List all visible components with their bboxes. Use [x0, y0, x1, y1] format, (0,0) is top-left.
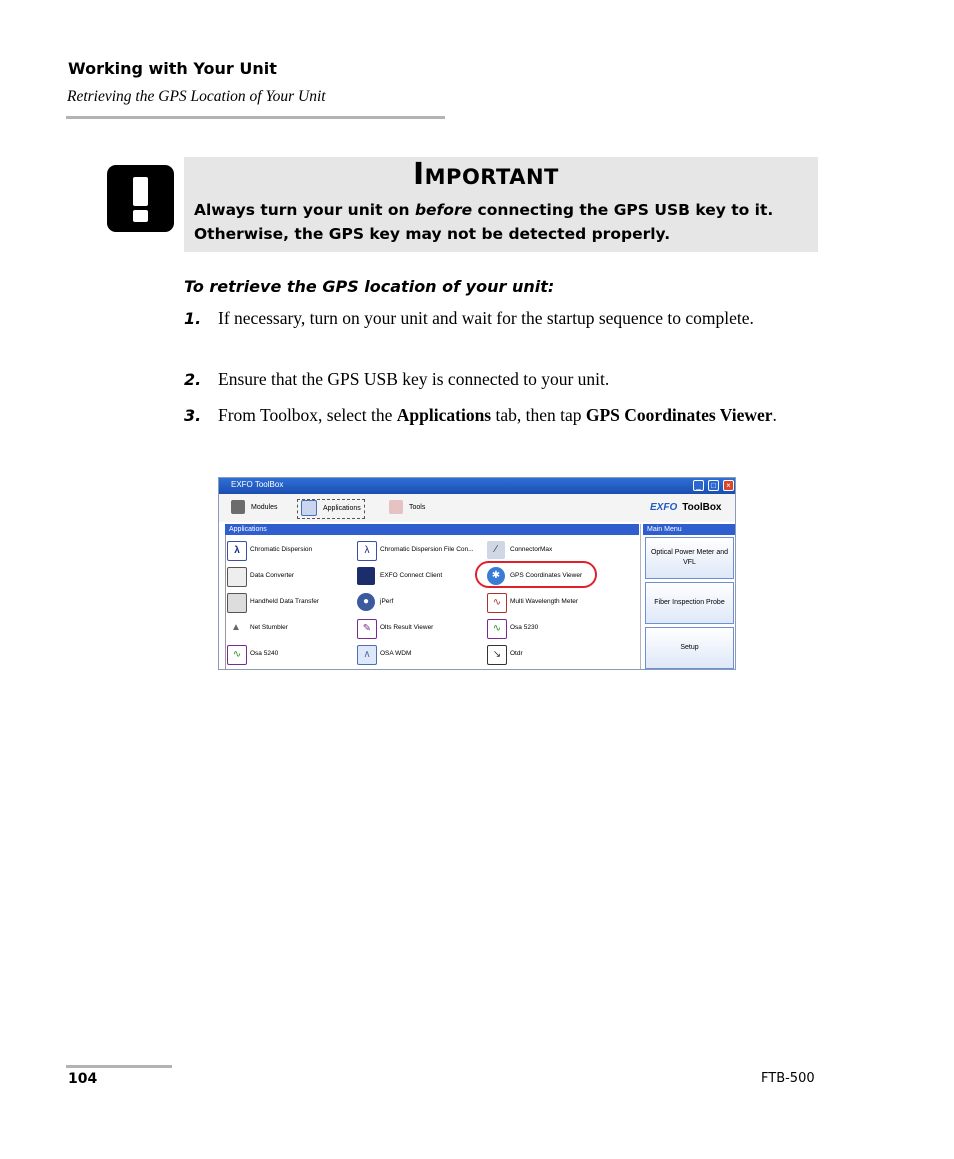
connect-client-icon	[357, 567, 375, 585]
header-rule	[66, 116, 445, 119]
connector-icon: ∕	[487, 541, 505, 559]
step-text: From Toolbox, select the Applications tab, then tap GPS Coordinates Viewer.	[218, 405, 777, 425]
osa-icon: ∿	[487, 619, 507, 639]
tools-icon	[389, 500, 403, 514]
lambda-icon: λ	[227, 541, 247, 561]
important-text: Always turn your unit on before connecting the GPS USB key to it. Otherwise, the GPS key may not be detected properly.	[194, 201, 774, 243]
menu-button-setup[interactable]: Setup	[645, 627, 734, 669]
menu-button-fiber-inspection-probe[interactable]: Fiber Inspection Probe	[645, 582, 734, 624]
applications-header: Applications	[225, 524, 639, 535]
step-number: 1.	[184, 309, 202, 328]
menu-button-optical-power-meter[interactable]: Optical Power Meter and VFL	[645, 537, 734, 579]
modules-icon	[231, 500, 245, 514]
gps-globe-icon: ✱	[487, 567, 505, 585]
exclamation-icon	[107, 165, 174, 232]
tab-applications[interactable]: Applications	[297, 499, 365, 519]
antenna-icon: ▲	[231, 622, 241, 633]
close-icon[interactable]: ×	[723, 480, 734, 491]
tab-modules[interactable]: Modules	[231, 499, 277, 517]
product-model: FTB-500	[761, 1071, 815, 1086]
window-titlebar	[219, 478, 736, 494]
olts-icon: ✎	[357, 619, 377, 639]
step-text: Ensure that the GPS USB key is connected to your unit.	[218, 369, 610, 389]
subsection-title: Retrieving the GPS Location of Your Unit	[67, 88, 326, 105]
main-menu-header: Main Menu	[643, 524, 735, 535]
exfo-toolbox-logo: EXFO ToolBox	[650, 502, 722, 513]
window-title: EXFO ToolBox	[231, 480, 284, 489]
page-number: 104	[68, 1071, 98, 1087]
important-title: Important	[413, 157, 559, 192]
procedure-heading: To retrieve the GPS location of your unit:	[184, 277, 555, 296]
footer-rule	[66, 1065, 172, 1068]
gps-highlight-circle	[475, 561, 597, 588]
step-number: 2.	[184, 370, 202, 389]
tab-tools[interactable]: Tools	[389, 499, 425, 517]
wavelength-icon: ∿	[487, 593, 507, 613]
separator	[640, 524, 641, 670]
step-number: 3.	[184, 406, 202, 425]
step-text: If necessary, turn on your unit and wait for the startup sequence to complete.	[218, 308, 754, 328]
lambda-file-icon: λ	[357, 541, 377, 561]
handheld-icon	[227, 593, 247, 613]
maximize-icon[interactable]: □	[708, 480, 719, 491]
data-converter-icon	[227, 567, 247, 587]
applications-icon	[301, 500, 317, 516]
toolbox-screenshot: EXFO ToolBox _ □ × Modules Applications Tools EXFO ToolBox Applications Main Menu λ Chromatic Dispersion Data Converter Handheld Data Transfer ▲ Net Stumbler ∿ Osa 5240 λ Chromatic Dispersion File Con... EXFO Connect Client ● jPerf ✎ Olts Result Viewer ∧ OSA WDM ∕ ConnectorMax ✱ GPS Coordinates Viewer ∿ Multi Wavelength Meter ∿ Osa 5230 ↘ Otdr Optical Power Meter and VFL Fiber Inspection Probe Setup	[218, 477, 736, 670]
tab-bar	[219, 494, 736, 522]
minimize-icon[interactable]: _	[693, 480, 704, 491]
jperf-icon: ●	[357, 593, 375, 611]
section-title: Working with Your Unit	[68, 59, 277, 78]
otdr-icon: ↘	[487, 645, 507, 665]
osa-icon: ∿	[227, 645, 247, 665]
osa-wdm-icon: ∧	[357, 645, 377, 665]
separator	[225, 535, 226, 670]
